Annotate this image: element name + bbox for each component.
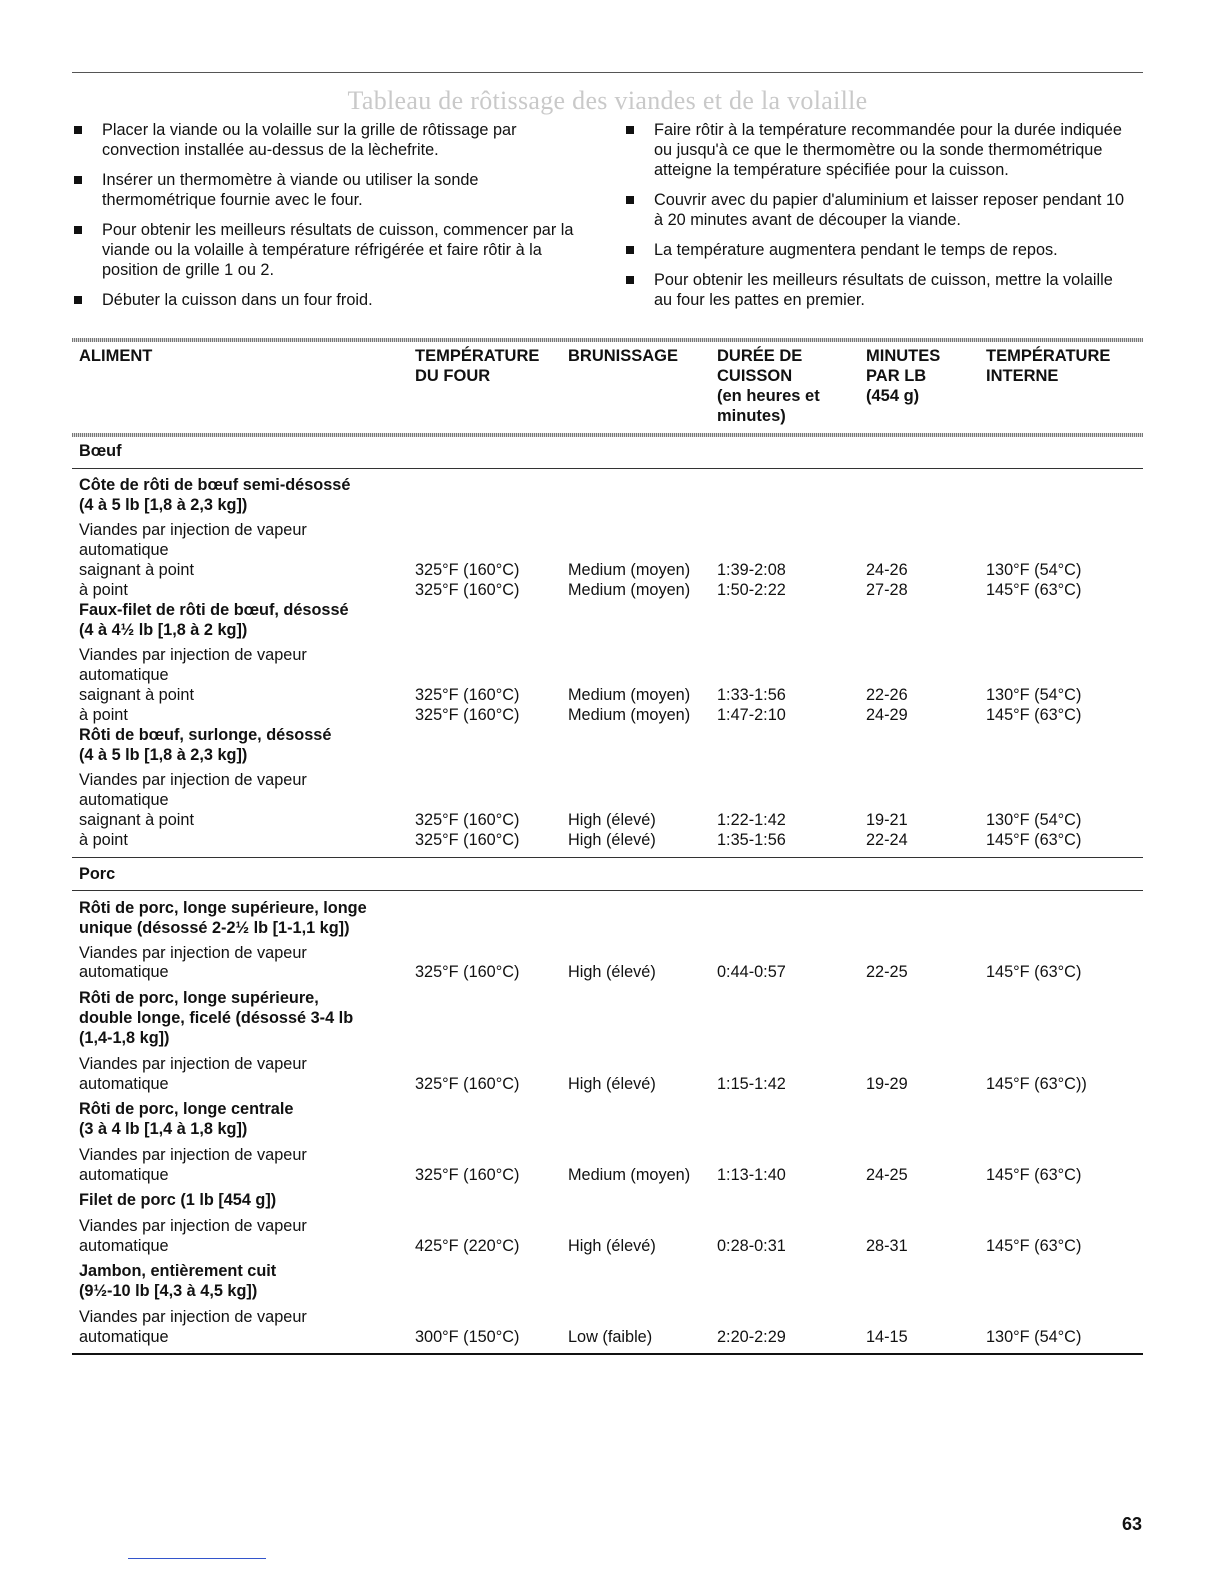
list-item: Placer la viande ou la volaille sur la grille de rôtissage par convection installée au-dessus de la lèchefrite. — [72, 120, 592, 160]
col-minutes: MINUTES PAR LB (454 g) — [866, 347, 941, 405]
bullet-square-icon — [74, 226, 82, 234]
bullet-square-icon — [626, 246, 634, 254]
col-aliment: ALIMENT — [79, 347, 153, 365]
header-band-top — [72, 338, 1143, 342]
col-temp-interne: TEMPÉRATURE INTERNE — [986, 347, 1111, 385]
section-boeuf: Bœuf — [79, 442, 122, 460]
instructions-right — [624, 120, 1134, 320]
header-band-bottom — [72, 433, 1143, 437]
col-duree: DURÉE DE CUISSON (en heures et minutes) — [717, 347, 820, 425]
section-rule — [72, 857, 1143, 858]
bullet-square-icon — [74, 176, 82, 184]
page-title: Tableau de rôtissage des viandes et de la volaille — [347, 86, 868, 115]
instructions-left — [72, 120, 592, 320]
top-rule — [72, 72, 1143, 73]
bullet-square-icon — [626, 126, 634, 134]
col-brunissage: BRUNISSAGE — [568, 347, 679, 365]
list-item: Faire rôtir à la température recommandée pour la durée indiquée ou jusqu'à ce que le thermomètre ou la sonde thermométrique atteigne la température spécifiée pour la cuisson. — [624, 120, 1134, 180]
footer-link-underline[interactable] — [128, 1558, 266, 1559]
list-item: Débuter la cuisson dans un four froid. — [72, 290, 592, 310]
page-number: 63 — [1121, 1514, 1142, 1534]
bullet-square-icon — [626, 276, 634, 284]
list-item: Insérer un thermomètre à viande ou utiliser la sonde thermométrique fournie avec le four. — [72, 170, 592, 210]
list-item: Couvrir avec du papier d'aluminium et laisser reposer pendant 10 à 20 minutes avant de découper la viande. — [624, 190, 1134, 230]
table-bottom-rule — [72, 1353, 1143, 1355]
section-rule — [72, 890, 1143, 891]
bullet-square-icon — [74, 296, 82, 304]
bullet-square-icon — [74, 126, 82, 134]
section-rule — [72, 468, 1143, 469]
bullet-square-icon — [626, 196, 634, 204]
section-porc: Porc — [79, 865, 116, 883]
list-item: Pour obtenir les meilleurs résultats de cuisson, mettre la volaille au four les pattes en premier. — [624, 270, 1134, 310]
col-temp-four: TEMPÉRATURE DU FOUR — [415, 347, 540, 385]
list-item: Pour obtenir les meilleurs résultats de cuisson, commencer par la viande ou la volaille à température réfrigérée et faire rôtir à la position de grille 1 ou 2. — [72, 220, 592, 280]
list-item: La température augmentera pendant le temps de repos. — [624, 240, 1134, 260]
